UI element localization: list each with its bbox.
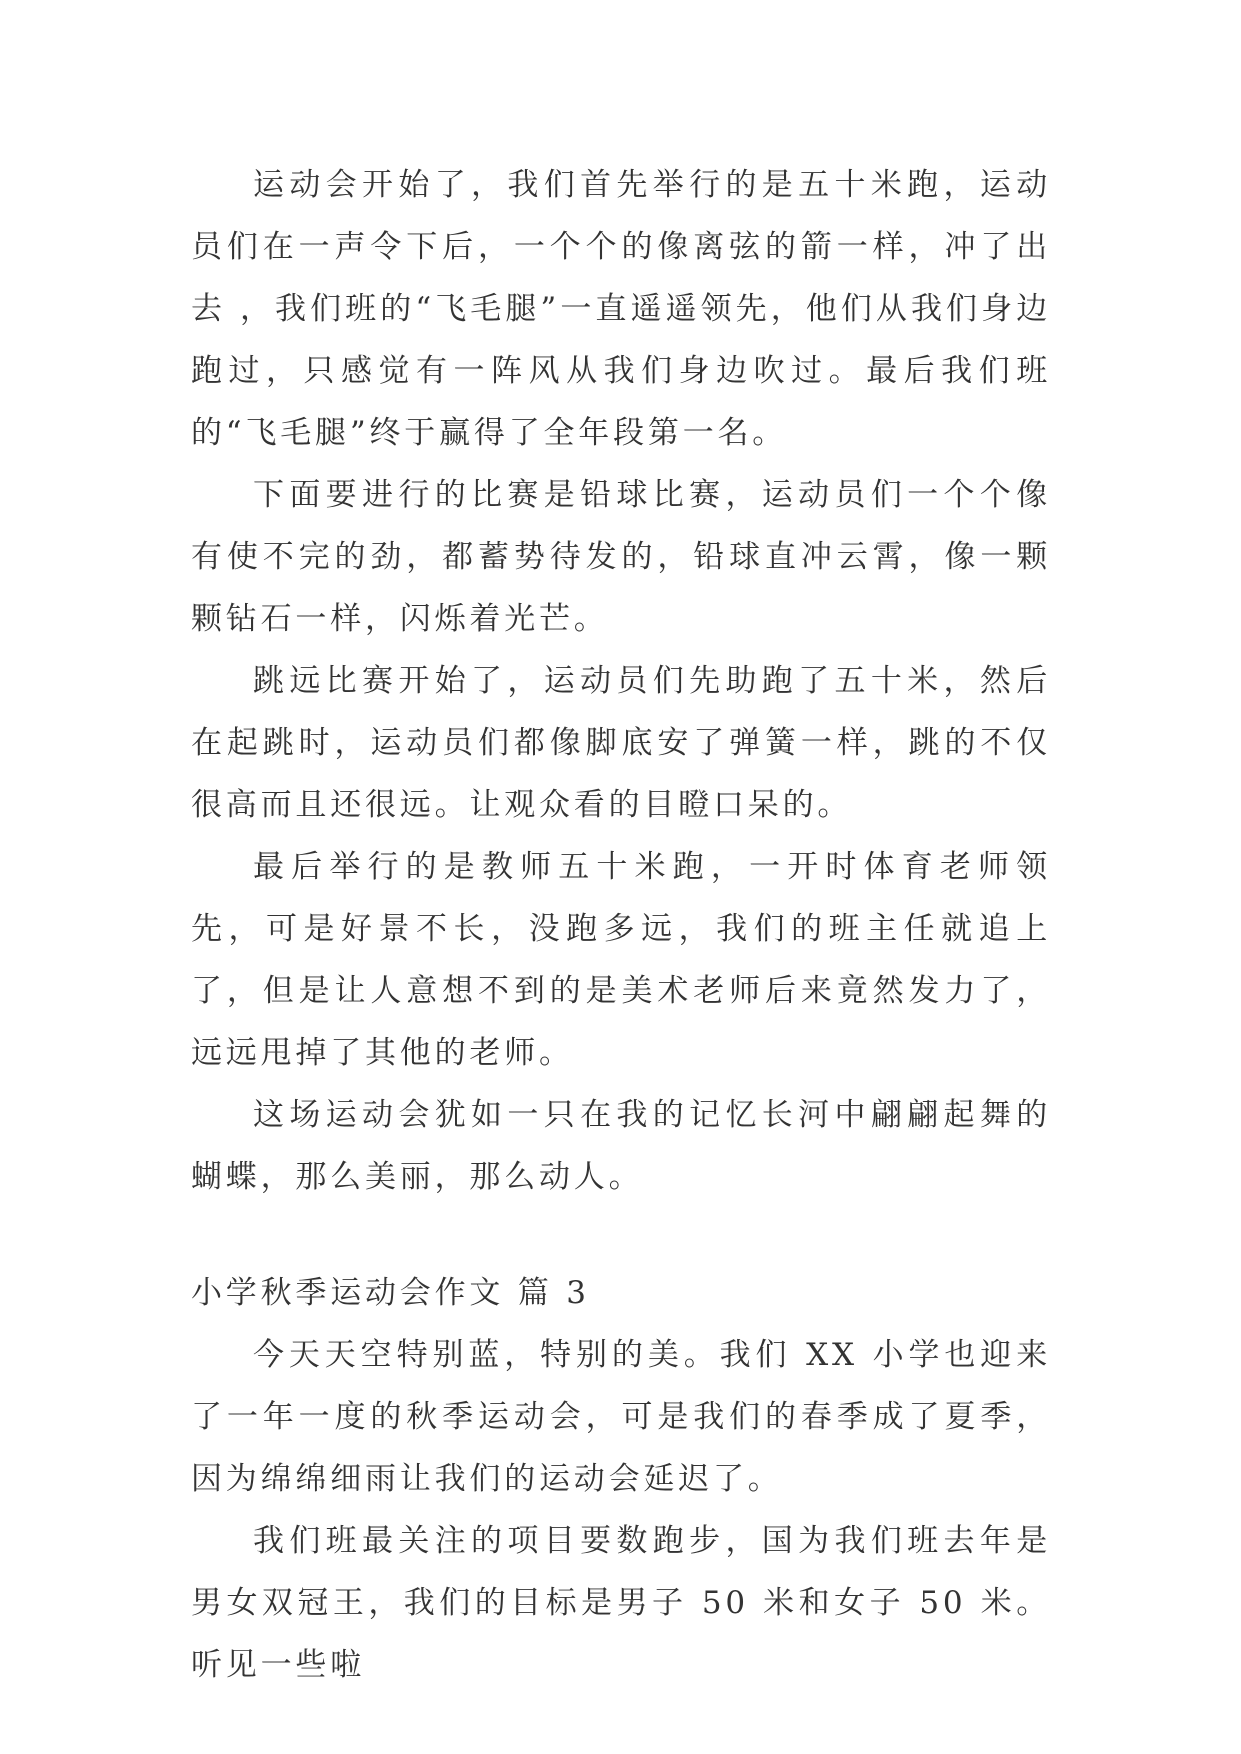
paragraph: 下面要进行的比赛是铅球比赛，运动员们一个个像有使不完的劲，都蓄势待发的，铅球直冲云霄，像一颗颗钻石一样，闪烁着光芒。 [191, 477, 1051, 637]
paragraph: 这场运动会犹如一只在我的记忆长河中翩翩起舞的蝴蝶，那么美丽，那么动人。 [191, 1097, 1051, 1195]
paragraph: 最后举行的是教师五十米跑，一开时体育老师领先，可是好景不长，没跑多远，我们的班主任就追上了，但是让人意想不到的是美术老师后来竟然发力了，远远甩掉了其他的老师。 [191, 849, 1051, 1071]
paragraph: 运动会开始了，我们首先举行的是五十米跑，运动员们在一声令下后，一个个的像离弦的箭一样，冲了出去 ，我们班的“飞毛腿”一直遥遥领先，他们从我们身边跑过，只感觉有一阵风从我们身边吹过。最后我们班的“飞毛腿”终于赢得了全年段第一名。 [191, 167, 1051, 451]
paragraph: 今天天空特别蓝，特别的美。我们 XX 小学也迎来了一年一度的秋季运动会，可是我们的春季成了夏季，因为绵绵细雨让我们的运动会延迟了。 [191, 1337, 1051, 1497]
document-page [191, 154, 1051, 1696]
paragraph: 跳远比赛开始了，运动员们先助跑了五十米，然后在起跳时，运动员们都像脚底安了弹簧一样，跳的不仅很高而且还很远。让观众看的目瞪口呆的。 [191, 663, 1051, 823]
section-heading: 小学秋季运动会作文 篇 3 [191, 1275, 590, 1311]
paragraph: 我们班最关注的项目要数跑步，国为我们班去年是男女双冠王，我们的目标是男子 50 米和女子 50 米。听见一些啦 [191, 1523, 1051, 1683]
